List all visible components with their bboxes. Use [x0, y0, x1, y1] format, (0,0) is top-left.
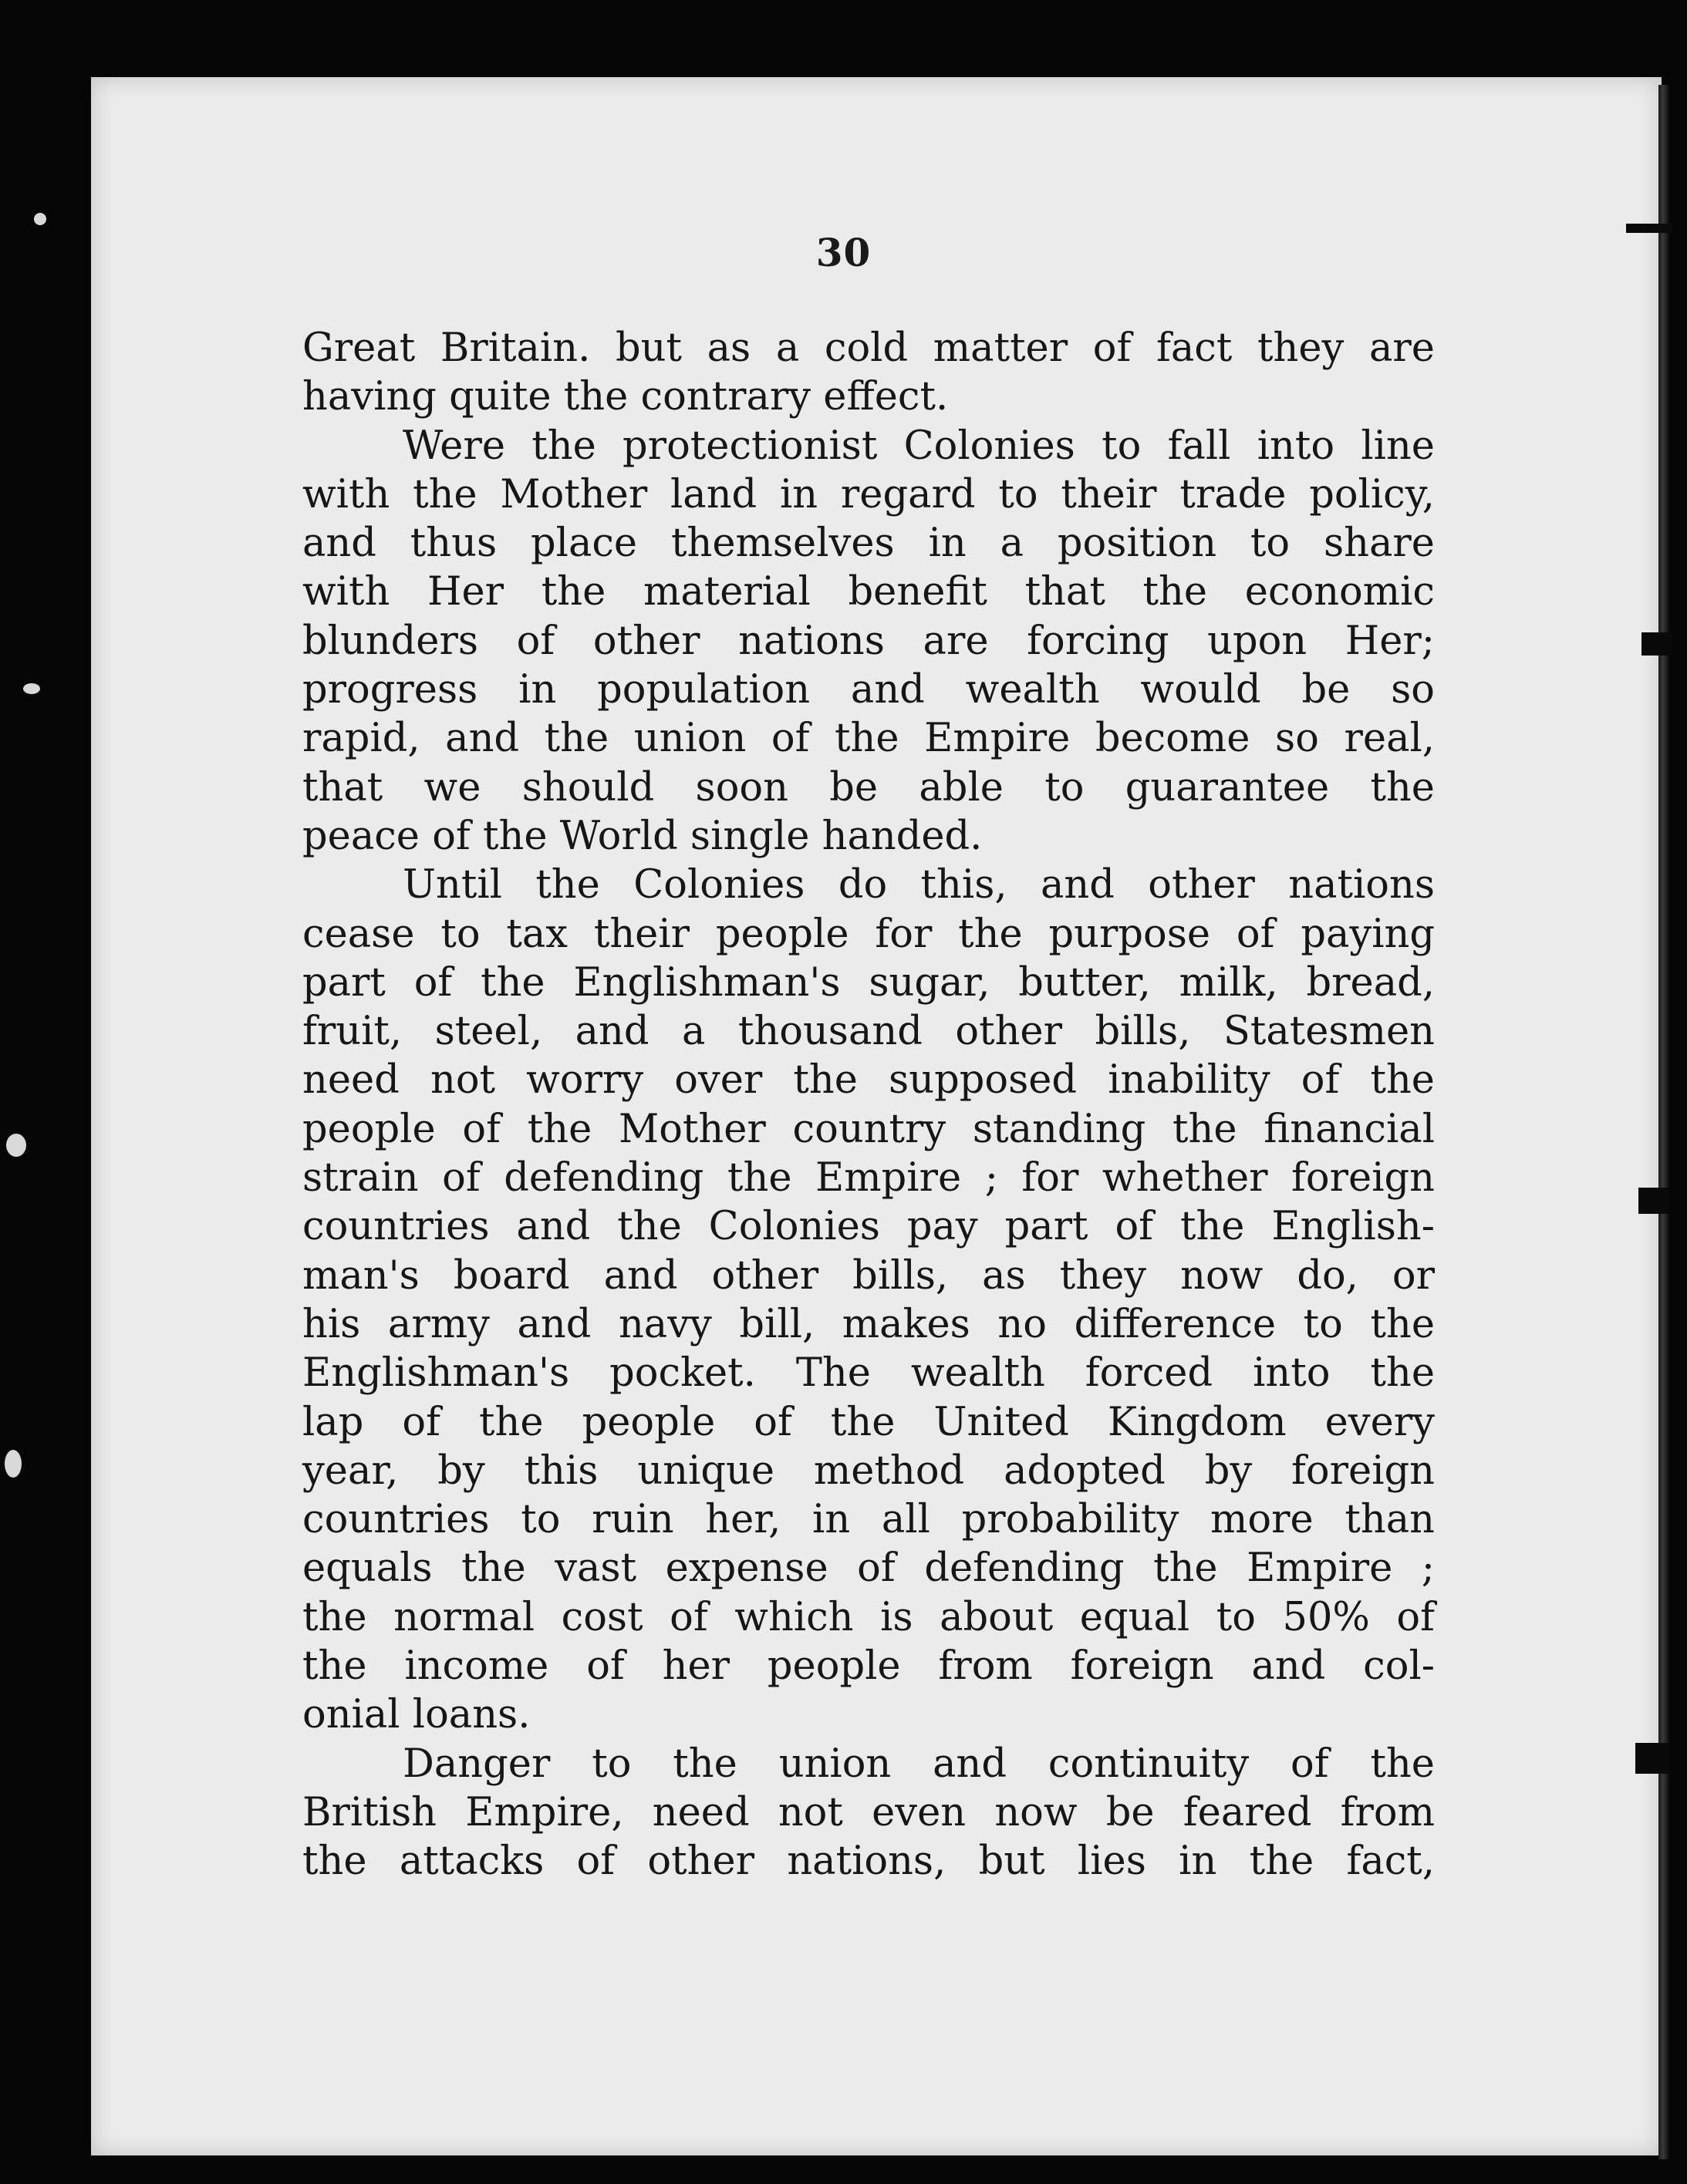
text-line: man's board and other bills, as they now do, or [302, 1252, 1435, 1299]
text-line: British Empire, need not even now be feared from [302, 1789, 1435, 1835]
text-line: lap of the people of the United Kingdom every [302, 1399, 1435, 1445]
text-line: Danger to the union and continuity of the [403, 1741, 1435, 1787]
text-line: cease to tax their people for the purpose of paying [302, 911, 1435, 957]
text-line: equals the vast expense of defending the Empire ; [302, 1545, 1435, 1592]
text-line: with Her the material benefit that the economic [302, 569, 1435, 615]
page-edge [1658, 85, 1669, 2159]
text-line: year, by this unique method adopted by foreign [302, 1448, 1435, 1494]
text-line: the attacks of other nations, but lies in the fact, [302, 1839, 1435, 1885]
text-line: countries to ruin her, in all probability more than [302, 1497, 1435, 1543]
text-line: strain of defending the Empire ; for whether foreign [302, 1155, 1435, 1202]
text-line: Great Britain. but as a cold matter of fact they are [302, 325, 1435, 371]
text-line: part of the Englishman's sugar, butter, milk, bread, [302, 959, 1435, 1006]
text-line: the income of her people from foreign and col- [302, 1643, 1435, 1690]
edge-mark [1635, 1743, 1669, 1774]
text-line: with the Mother land in regard to their trade policy, [302, 471, 1435, 517]
text-line: blunders of other nations are forcing upon Her; [302, 618, 1435, 664]
text-line: his army and navy bill, makes no difference to the [302, 1301, 1435, 1347]
scan-speck [34, 213, 46, 225]
text-line: Were the protectionist Colonies to fall into line [403, 423, 1435, 469]
text-line: fruit, steel, and a thousand other bills, Statesmen [302, 1009, 1435, 1055]
body-text [302, 324, 1435, 1886]
text-line: Until the Colonies do this, and other nations [403, 862, 1435, 908]
paragraph [302, 861, 1435, 1739]
paragraph [302, 1740, 1435, 1886]
text-line: and thus place themselves in a position to share [302, 521, 1435, 567]
text-line: the normal cost of which is about equal to 50% of [302, 1594, 1435, 1640]
paragraph [302, 324, 1435, 422]
text-line: having quite the contrary effect. [302, 374, 949, 420]
text-line: people of the Mother country standing the financial [302, 1106, 1435, 1152]
text-line: peace of the World single handed. [302, 813, 983, 859]
text-line: that we should soon be able to guarantee the [302, 764, 1435, 811]
text-line: Englishman's pocket. The wealth forced into the [302, 1350, 1435, 1397]
edge-mark [1641, 632, 1672, 656]
text-line: need not worry over the supposed inability of the [302, 1057, 1435, 1104]
text-line: rapid, and the union of the Empire become so real, [302, 716, 1435, 762]
paragraph [302, 422, 1435, 861]
text-line: countries and the Colonies pay part of the English- [302, 1204, 1435, 1250]
scan-speck [5, 1450, 22, 1478]
scan-speck [6, 1134, 26, 1157]
scan-speck [23, 683, 40, 694]
edge-mark [1638, 1188, 1669, 1214]
text-line: progress in population and wealth would be so [302, 667, 1435, 713]
text-line: onial loans. [302, 1692, 531, 1738]
page-number: 30 [815, 230, 872, 275]
